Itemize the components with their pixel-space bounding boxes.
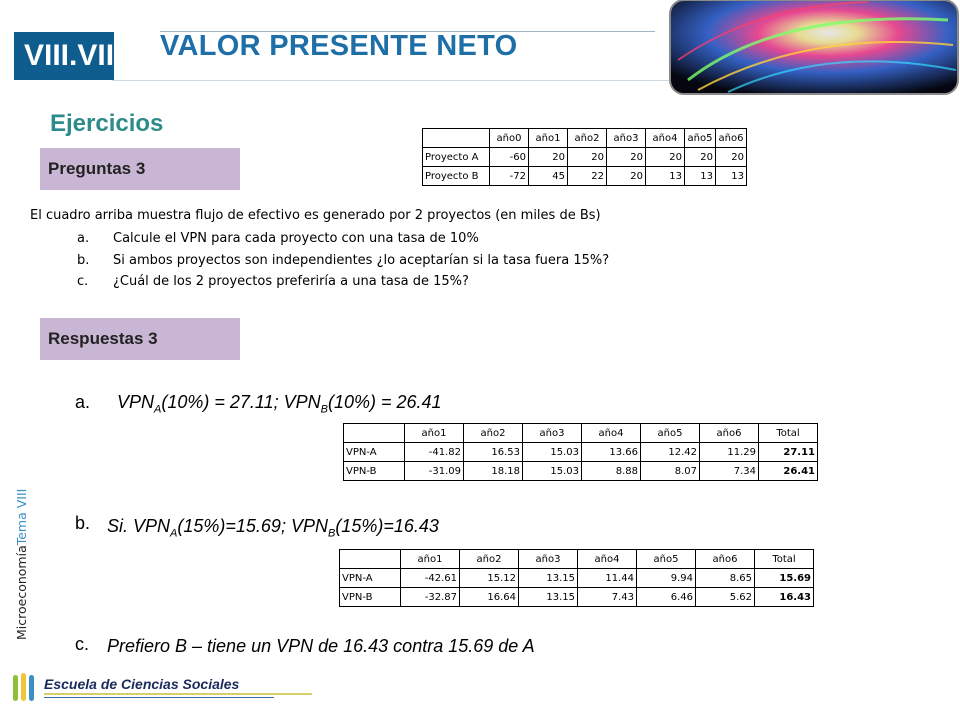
table-total-cell: 16.43 <box>755 588 814 607</box>
section-subtitle: Ejercicios <box>50 110 164 137</box>
answer-subscript: A <box>154 403 162 416</box>
table-cell: 6.46 <box>637 588 696 607</box>
question-letter: a. <box>77 231 90 246</box>
table-header-cell <box>344 424 405 443</box>
table-cell: -41.82 <box>405 443 464 462</box>
table-header-cell: año5 <box>641 424 700 443</box>
table-total-cell: 26.41 <box>759 462 818 481</box>
table-cell: VPN-A <box>344 443 405 462</box>
title-underline <box>112 80 672 81</box>
table-cell: 20 <box>646 148 685 167</box>
table-cell: 20 <box>716 148 747 167</box>
answer-text-part: (10%) = 27.11; VPN <box>161 392 321 412</box>
answer-a-letter: a. <box>75 392 91 412</box>
table-cell: 45 <box>529 167 568 186</box>
side-label-topic: Tema VIII <box>14 488 29 546</box>
answer-text-part: (15%)=16.43 <box>335 516 439 536</box>
answer-text-part: Si. VPN <box>107 516 171 536</box>
table-cell: VPN-B <box>344 462 405 481</box>
table-cell: 15.03 <box>523 462 582 481</box>
table-cell: 8.65 <box>696 569 755 588</box>
table-cell: 13 <box>646 167 685 186</box>
table-cell: 9.94 <box>637 569 696 588</box>
table-cell: VPN-B <box>340 588 401 607</box>
table-header-row <box>344 424 818 443</box>
table-cell: 20 <box>607 167 646 186</box>
table-cell: 7.43 <box>578 588 637 607</box>
table-header-cell: Total <box>759 424 818 443</box>
answer-c-letter: c. <box>75 634 90 654</box>
question-letter: b. <box>77 253 90 268</box>
answers-label-box: Respuestas 3 <box>40 318 240 360</box>
question-item <box>77 274 469 289</box>
table-cell: 15.03 <box>523 443 582 462</box>
answer-text-part: (15%)=15.69; VPN <box>177 516 328 536</box>
question-intro: El cuadro arriba muestra flujo de efectivo es generado por 2 proyectos (en miles de Bs) <box>30 208 601 223</box>
table-header-cell: año3 <box>523 424 582 443</box>
questions-label-box: Preguntas 3 <box>40 148 240 190</box>
table-total-cell: 15.69 <box>755 569 814 588</box>
answer-subscript: A <box>170 527 178 540</box>
table-header-cell: año4 <box>646 129 685 148</box>
question-text: ¿Cuál de los 2 proyectos preferiría a una tasa de 15%? <box>113 274 469 289</box>
table-cell: VPN-A <box>340 569 401 588</box>
table-cell: 20 <box>529 148 568 167</box>
table-cell: 11.29 <box>700 443 759 462</box>
table-header-cell: año5 <box>637 550 696 569</box>
table-row <box>423 167 747 186</box>
table-cell: 12.42 <box>641 443 700 462</box>
vpn-10-table <box>343 423 818 481</box>
question-text: Calcule el VPN para cada proyecto con una tasa de 10% <box>113 231 479 246</box>
side-label-course: Microeconomía <box>14 545 29 640</box>
table-total-cell: 27.11 <box>759 443 818 462</box>
table-cell: Proyecto B <box>423 167 490 186</box>
table-cell: 22 <box>568 167 607 186</box>
table-header-cell: Total <box>755 550 814 569</box>
table-header-row <box>423 129 747 148</box>
table-cell: 8.88 <box>582 462 641 481</box>
table-cell: Proyecto A <box>423 148 490 167</box>
table-cell: 13.15 <box>519 569 578 588</box>
table-header-cell: año2 <box>460 550 519 569</box>
table-cell: 13 <box>685 167 716 186</box>
page-title: VALOR PRESENTE NETO <box>160 30 518 62</box>
table-cell: 20 <box>607 148 646 167</box>
question-item <box>77 253 609 268</box>
answer-b-text <box>107 516 439 540</box>
table-header-cell: año4 <box>578 550 637 569</box>
table-cell: -72 <box>490 167 529 186</box>
school-logo-icon <box>12 672 42 704</box>
table-cell: 5.62 <box>696 588 755 607</box>
table-cell: 8.07 <box>641 462 700 481</box>
table-header-cell: año1 <box>401 550 460 569</box>
header-decorative-image <box>668 0 960 96</box>
table-cell: -60 <box>490 148 529 167</box>
answer-c-text: Prefiero B – tiene un VPN de 16.43 contra 15.69 de A <box>107 636 535 656</box>
answer-text-part: VPN <box>117 392 155 412</box>
table-header-cell <box>423 129 490 148</box>
table-header-cell: año6 <box>716 129 747 148</box>
table-header-cell: año3 <box>607 129 646 148</box>
table-row <box>344 443 818 462</box>
table-row <box>423 148 747 167</box>
footer-rule <box>44 693 312 695</box>
footer-rule <box>44 697 274 698</box>
table-header-cell: año4 <box>582 424 641 443</box>
table-header-cell: año3 <box>519 550 578 569</box>
table-cell: 13.15 <box>519 588 578 607</box>
table-header-cell: año6 <box>696 550 755 569</box>
cashflow-table <box>422 128 747 186</box>
answer-b-letter: b. <box>75 513 91 533</box>
table-header-cell: año5 <box>685 129 716 148</box>
answer-a-text <box>117 392 442 416</box>
section-badge: VIII.VII <box>14 32 114 80</box>
question-text: Si ambos proyectos son independientes ¿lo aceptarían si la tasa fuera 15%? <box>113 253 610 268</box>
table-cell: -32.87 <box>401 588 460 607</box>
table-header-cell: año1 <box>405 424 464 443</box>
table-header-row <box>340 550 814 569</box>
table-cell: 20 <box>685 148 716 167</box>
question-letter: c. <box>77 274 89 289</box>
footer-school-name: Escuela de Ciencias Sociales <box>44 676 240 692</box>
table-header-cell: año0 <box>490 129 529 148</box>
table-cell: 11.44 <box>578 569 637 588</box>
table-header-cell: año2 <box>464 424 523 443</box>
side-vertical-label <box>14 489 29 640</box>
table-header-cell: año6 <box>700 424 759 443</box>
table-row <box>340 569 814 588</box>
question-item <box>77 231 479 246</box>
table-cell: 15.12 <box>460 569 519 588</box>
table-cell: -42.61 <box>401 569 460 588</box>
answer-text-part: (10%) = 26.41 <box>327 392 442 412</box>
answer-subscript: B <box>327 527 336 540</box>
table-cell: -31.09 <box>405 462 464 481</box>
table-row <box>344 462 818 481</box>
table-header-cell: año1 <box>529 129 568 148</box>
table-cell: 13.66 <box>582 443 641 462</box>
table-header-cell <box>340 550 401 569</box>
table-cell: 18.18 <box>464 462 523 481</box>
table-cell: 20 <box>568 148 607 167</box>
vpn-15-table <box>339 549 814 607</box>
table-row <box>340 588 814 607</box>
table-cell: 7.34 <box>700 462 759 481</box>
table-cell: 16.53 <box>464 443 523 462</box>
table-header-cell: año2 <box>568 129 607 148</box>
table-cell: 16.64 <box>460 588 519 607</box>
answer-subscript: B <box>320 403 328 416</box>
table-cell: 13 <box>716 167 747 186</box>
